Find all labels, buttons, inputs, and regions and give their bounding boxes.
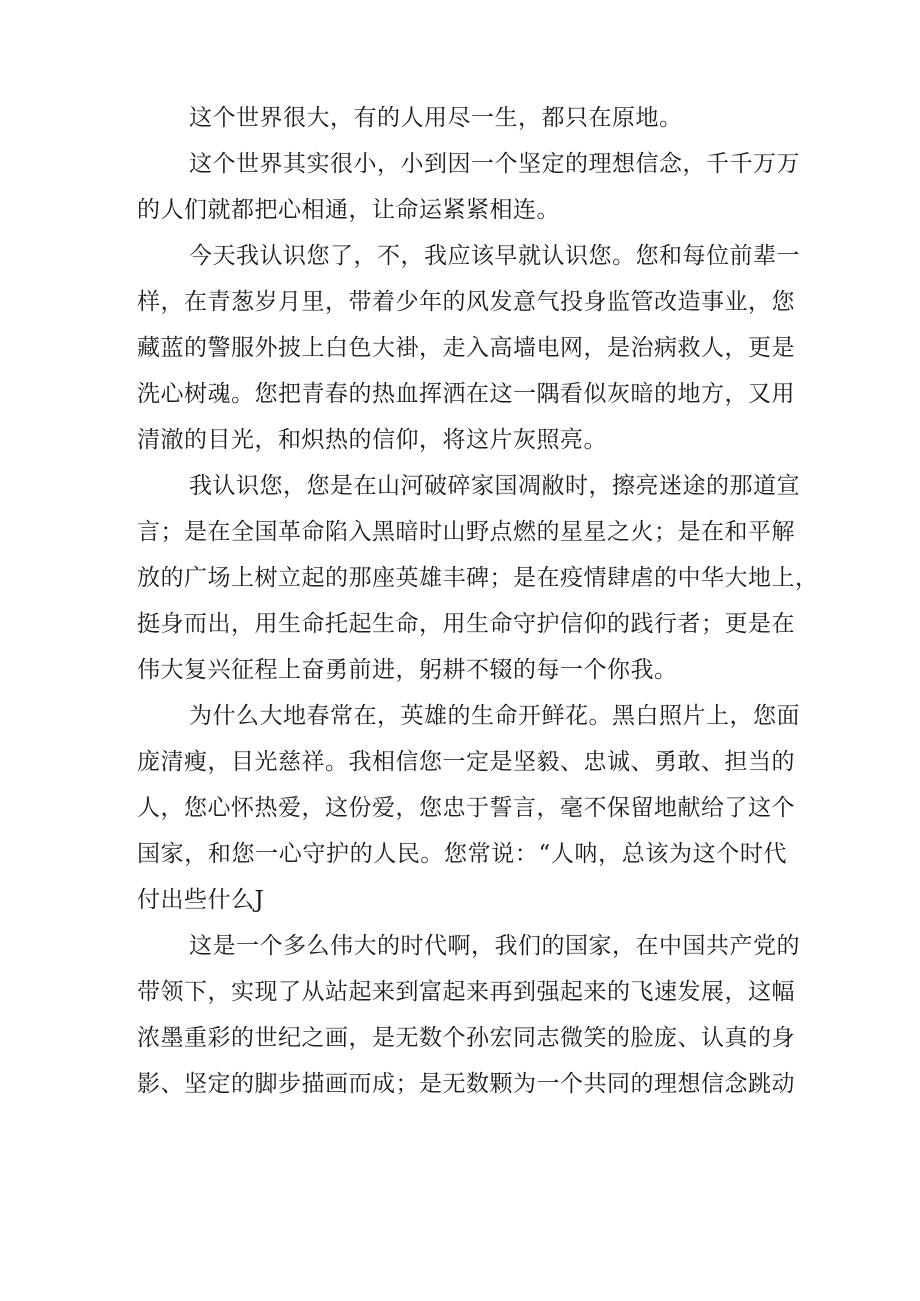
text-line: 我认识您，您是在山河破碎家国凋敝时，擦亮迷途的那道宣 <box>189 473 800 499</box>
text-line: 今天我认识您了，不，我应该早就认识您。您和每位前辈一 <box>189 243 800 269</box>
paragraph-1 <box>137 95 787 141</box>
text-line: 清澈的目光，和炽热的信仰，将这片灰照亮。 <box>137 427 607 453</box>
text-line: 的人们就都把心相通，让命运紧紧相连。 <box>137 197 560 223</box>
text-line: 藏蓝的警服外披上白色大褂，走入高墙电网，是治病救人，更是 <box>137 335 795 361</box>
text-line: 庞清瘦，目光慈祥。我相信您一定是坚毅、忠诚、勇敢、担当的 <box>137 749 795 775</box>
text-line: 浓墨重彩的世纪之画，是无数个孙宏同志微笑的脸庞、认真的身 <box>137 1025 795 1051</box>
document-body <box>137 95 819 1107</box>
paragraph-2 <box>137 141 800 233</box>
text-line: 为什么大地春常在，英雄的生命开鲜花。黑白照片上，您面 <box>189 703 800 729</box>
text-line: 言；是在全国革命陷入黑暗时山野点燃的星星之火；是在和平解 <box>137 519 795 545</box>
text-line: 洗心树魂。您把青春的热血挥洒在这一隅看似灰暗的地方，又用 <box>137 381 795 407</box>
paragraph-6 <box>137 923 800 1107</box>
paragraph-4 <box>137 463 819 693</box>
text-line: 样，在青葱岁月里，带着少年的风发意气投身监管改造事业，您 <box>137 289 795 315</box>
text-line: 伟大复兴征程上奋勇前进，躬耕不辍的每一个你我。 <box>137 657 678 683</box>
text-line: 这个世界很大，有的人用尽一生，都只在原地。 <box>189 105 683 131</box>
text-line: 这个世界其实很小，小到因一个坚定的理想信念，千千万万 <box>189 151 800 177</box>
text-line: 这是一个多么伟大的时代啊，我们的国家，在中国共产党的 <box>189 933 800 959</box>
paragraph-3 <box>137 233 800 463</box>
text-line: 付出些什么J <box>137 887 265 913</box>
text-line: 影、坚定的脚步描画而成；是无数颗为一个共同的理想信念跳动 <box>137 1071 795 1097</box>
text-line: 带领下，实现了从站起来到富起来再到强起来的飞速发展，这幅 <box>137 979 795 1005</box>
text-line: 挺身而出，用生命托起生命，用生命守护信仰的践行者；更是在 <box>137 611 795 637</box>
text-line: 放的广场上树立起的那座英雄丰碑；是在疫情肆虐的中华大地上， <box>137 565 819 591</box>
text-line: 国家，和您一心守护的人民。您常说：“人呐，总该为这个时代 <box>137 841 787 867</box>
text-line: 人，您心怀热爱，这份爱，您忠于誓言，毫不保留地献给了这个 <box>137 795 795 821</box>
paragraph-5 <box>137 693 800 923</box>
